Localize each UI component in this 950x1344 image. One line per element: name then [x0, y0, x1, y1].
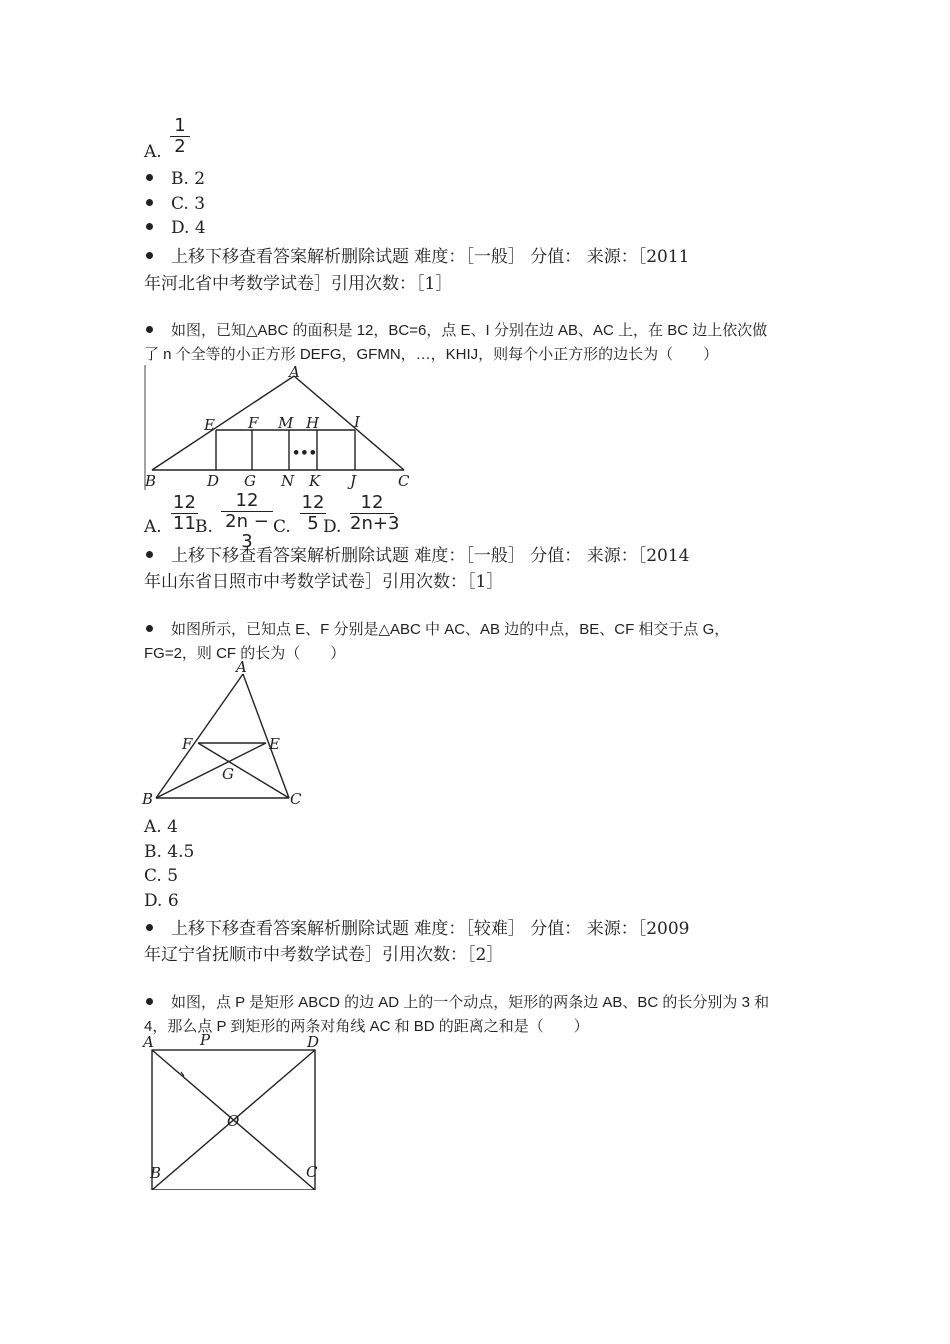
label-e: E [269, 735, 280, 753]
prev-meta-line2: 年河北省中考数学试卷］引用次数：［1］ [144, 274, 453, 294]
prev-option-c: C. 3 [146, 194, 205, 214]
q2-meta-line2: 年辽宁省抚顺市中考数学试卷］引用次数：［2］ [144, 945, 504, 965]
fraction-denominator: 2 [174, 136, 186, 157]
label-m: M [278, 414, 294, 432]
q1-figure-triangle-squares [140, 360, 420, 492]
label-p: P [200, 1031, 211, 1049]
label-d: D [307, 1033, 320, 1051]
q3-text-line1: 如图，点 P 是矩形 ABCD 的边 AD 上的一个动点，矩形的两条边 AB、BC 的长分别为 3 和 [146, 991, 769, 1012]
prev-meta-line1: 上移下移查看答案解析删除试题 难度：［一般］ 分值： 来源：［2011 [146, 242, 689, 267]
prev-option-a-label: A. [144, 142, 162, 162]
q3-figure-rectangle-diagonals [140, 1030, 330, 1190]
q1-option-a-label: A. [144, 517, 162, 537]
label-c: C [306, 1163, 318, 1181]
q2-meta-line1: 上移下移查看答案解析删除试题 难度：［较难］ 分值： 来源：［2009 [146, 914, 689, 939]
label-i: I [354, 413, 360, 431]
label-d: D [207, 472, 220, 490]
label-c: C [290, 790, 302, 808]
label-g: G [222, 765, 234, 783]
q2-option-b: B. 4.5 [144, 842, 195, 862]
q1-option-d-label: D. [323, 517, 342, 537]
q1-text-line2: 了 n 个全等的小正方形 DEFG，GFMN，…，KHIJ，则每个小正方形的边长为（ ） [144, 346, 719, 363]
label-n: N [281, 472, 295, 490]
label-c: C [398, 472, 410, 490]
q1-text-line1: 如图，已知△ABC 的面积是 12，BC=6，点 E、I 分别在边 AB、AC 上，在 BC 边上依次做 [146, 319, 767, 340]
label-b: B [150, 1164, 162, 1182]
label-a: A [143, 1033, 154, 1051]
q1-meta-line1: 上移下移查看答案解析删除试题 难度：［一般］ 分值： 来源：［2014 [146, 541, 689, 566]
fraction-numerator: 1 [174, 115, 186, 136]
q1-option-b-label: B. [195, 517, 213, 537]
prev-option-d: D. 4 [146, 218, 206, 238]
label-e: E [204, 416, 215, 434]
label-f: F [182, 735, 193, 753]
q1-meta-line2: 年山东省日照市中考数学试卷］引用次数：［1］ [144, 572, 504, 592]
prev-option-b: B. 2 [146, 169, 205, 189]
label-b: B [142, 790, 154, 808]
q2-text-line2: FG=2，则 CF 的长为（ ） [144, 645, 346, 662]
label-j: J [350, 472, 357, 490]
q1-option-c-label: C. [273, 517, 291, 537]
label-h: H [306, 414, 320, 432]
label-f: F [248, 414, 259, 432]
label-a: A [236, 658, 247, 676]
q1-option-a-fraction: 12 11 [171, 493, 198, 534]
label-o: O [227, 1112, 240, 1130]
label-b: B [145, 472, 157, 490]
label-dots: ••• [292, 446, 317, 461]
q2-option-d: D. 6 [144, 891, 179, 911]
prev-option-a-fraction [170, 116, 190, 157]
q1-option-b-fraction: 12 2n − 3 [221, 491, 273, 552]
label-a: A [289, 363, 300, 381]
q3-text-line2: 4，那么点 P 到矩形的两条对角线 AC 和 BD 的距离之和是（ ） [144, 1018, 589, 1035]
label-k: K [309, 472, 321, 490]
q2-option-a: A. 4 [144, 817, 178, 837]
q2-option-c: C. 5 [144, 866, 179, 886]
q2-figure-triangle-medians [140, 658, 310, 810]
label-g: G [244, 472, 256, 490]
q2-text-line1: 如图所示，已知点 E、F 分别是△ABC 中 AC、AB 边的中点，BE、CF 相交于点 G， [146, 618, 729, 639]
q1-option-d-fraction: 12 2n+3 [350, 492, 400, 534]
q1-option-c-fraction: 12 5 [301, 492, 325, 534]
